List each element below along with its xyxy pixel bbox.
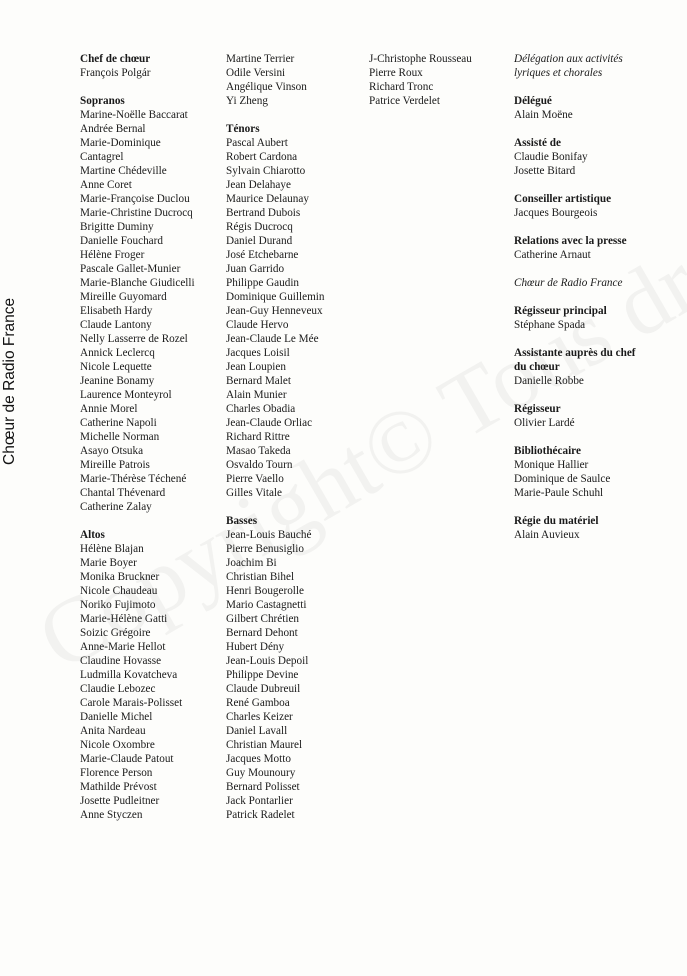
column-3 bbox=[369, 52, 509, 108]
member-name: Pierre Roux bbox=[369, 67, 423, 79]
member-name: Jean-Guy Henneveux bbox=[226, 305, 323, 317]
member-name: Mathilde Prévost bbox=[80, 781, 157, 793]
member-name: Martine Terrier bbox=[226, 53, 295, 65]
column-2 bbox=[226, 52, 366, 822]
column-4 bbox=[514, 52, 684, 542]
member-name: Claudie Lebozec bbox=[80, 683, 156, 695]
member-name: Charles Obadia bbox=[226, 403, 296, 415]
member-name: Patrick Radelet bbox=[226, 809, 295, 821]
member-name: Charles Keizer bbox=[226, 711, 293, 723]
member-name: Cantagrel bbox=[80, 151, 124, 163]
member-name: Marie-Françoise Duclou bbox=[80, 193, 190, 205]
member-name: Pierre Benusiglio bbox=[226, 543, 304, 555]
relations-name: Catherine Arnaut bbox=[514, 249, 591, 261]
member-name: Gilbert Chrétien bbox=[226, 613, 300, 625]
member-name: Odile Versini bbox=[226, 67, 286, 79]
member-name: Maurice Delaunay bbox=[226, 193, 309, 205]
member-name: Bertrand Dubois bbox=[226, 207, 301, 219]
member-name: Annie Morel bbox=[80, 403, 138, 415]
member-name: Elisabeth Hardy bbox=[80, 305, 153, 317]
member-name: Laurence Monteyrol bbox=[80, 389, 172, 401]
chef-heading: Chef de chœur bbox=[80, 53, 151, 65]
member-name: Jean Delahaye bbox=[226, 179, 291, 191]
member-name: Philippe Devine bbox=[226, 669, 299, 681]
sopranos-heading: Sopranos bbox=[80, 95, 125, 107]
member-name: Claude Lantony bbox=[80, 319, 152, 331]
member-name: Jean-Claude Orliac bbox=[226, 417, 313, 429]
member-name: Chantal Thévenard bbox=[80, 487, 166, 499]
basses-heading: Basses bbox=[226, 515, 258, 527]
member-name: Josette Pudleitner bbox=[80, 795, 160, 807]
regisseur-principal-name: Stéphane Spada bbox=[514, 319, 586, 331]
member-name: Gilles Vitale bbox=[226, 487, 282, 499]
member-name: Angélique Vinson bbox=[226, 81, 307, 93]
regisseur-principal-heading: Régisseur principal bbox=[514, 305, 607, 317]
member-name: Annick Leclercq bbox=[80, 347, 155, 359]
continued-basses-list bbox=[369, 52, 509, 108]
member-name: Hélène Blajan bbox=[80, 543, 144, 555]
member-name: Noriko Fujimoto bbox=[80, 599, 156, 611]
bibliothecaire-name: Monique Hallier bbox=[514, 459, 589, 471]
member-name: Marie-Hélène Gatti bbox=[80, 613, 168, 625]
member-name: René Gamboa bbox=[226, 697, 290, 709]
member-name: Juan Garrido bbox=[226, 263, 285, 275]
member-name: José Etchebarne bbox=[226, 249, 299, 261]
member-name: Nicole Chaudeau bbox=[80, 585, 158, 597]
member-name: Andrée Bernal bbox=[80, 123, 146, 135]
basses-list bbox=[226, 528, 366, 822]
column-1 bbox=[80, 52, 225, 822]
member-name: Osvaldo Tourn bbox=[226, 459, 293, 471]
member-name: Patrice Verdelet bbox=[369, 95, 440, 107]
member-name: Mireille Guyomard bbox=[80, 291, 167, 303]
conseiller-heading: Conseiller artistique bbox=[514, 193, 612, 205]
member-name: Nicole Oxombre bbox=[80, 739, 155, 751]
member-name: Jean-Claude Le Mée bbox=[226, 333, 319, 345]
member-name: Carole Marais-Polisset bbox=[80, 697, 183, 709]
member-name: Daniel Durand bbox=[226, 235, 293, 247]
member-name: Marie-Blanche Giudicelli bbox=[80, 277, 195, 289]
delegue-heading: Délégué bbox=[514, 95, 552, 107]
bibliothecaire-name: Dominique de Saulce bbox=[514, 473, 611, 485]
assistante-heading-line1: Assistante auprès du chef bbox=[514, 347, 636, 359]
member-name: Marine-Noëlle Baccarat bbox=[80, 109, 188, 121]
member-name: Henri Bougerolle bbox=[226, 585, 304, 597]
member-name: Marie-Claude Patout bbox=[80, 753, 174, 765]
member-name: Pascal Aubert bbox=[226, 137, 288, 149]
member-name: Jacques Motto bbox=[226, 753, 291, 765]
member-name: Anne-Marie Hellot bbox=[80, 641, 166, 653]
member-name: Régis Ducrocq bbox=[226, 221, 293, 233]
tenors-list bbox=[226, 136, 366, 500]
member-name: Michelle Norman bbox=[80, 431, 160, 443]
member-name: Jacques Loisil bbox=[226, 347, 290, 359]
member-name: Hubert Dény bbox=[226, 641, 285, 653]
member-name: Asayo Otsuka bbox=[80, 445, 144, 457]
member-name: Jack Pontarlier bbox=[226, 795, 293, 807]
continued-names-list bbox=[226, 52, 366, 108]
member-name: Robert Cardona bbox=[226, 151, 298, 163]
member-name: Christian Maurel bbox=[226, 739, 303, 751]
member-name: Marie-Christine Ducrocq bbox=[80, 207, 193, 219]
member-name: Brigitte Duminy bbox=[80, 221, 154, 233]
member-name: Danielle Fouchard bbox=[80, 235, 163, 247]
member-name: Jean-Louis Bauché bbox=[226, 529, 312, 541]
chef-name: François Polgár bbox=[80, 67, 151, 79]
member-name: Anita Nardeau bbox=[80, 725, 146, 737]
member-name: Mario Castagnetti bbox=[226, 599, 307, 611]
member-name: Bernard Dehont bbox=[226, 627, 298, 639]
bibliothecaire-heading: Bibliothécaire bbox=[514, 445, 581, 457]
member-name: Pierre Vaello bbox=[226, 473, 284, 485]
member-name: Claude Hervo bbox=[226, 319, 289, 331]
altos-heading: Altos bbox=[80, 529, 105, 541]
member-name: Marie-Dominique bbox=[80, 137, 161, 149]
altos-list bbox=[80, 542, 225, 822]
conseiller-name: Jacques Bourgeois bbox=[514, 207, 598, 219]
member-name: Marie-Thérèse Téchené bbox=[80, 473, 187, 485]
member-name: Jeanine Bonamy bbox=[80, 375, 155, 387]
assiste-heading: Assisté de bbox=[514, 137, 561, 149]
member-name: Pascale Gallet-Munier bbox=[80, 263, 181, 275]
choeur-title: Chœur de Radio France bbox=[514, 277, 623, 289]
member-name: Monika Bruckner bbox=[80, 571, 160, 583]
member-name: Anne Coret bbox=[80, 179, 132, 191]
assistante-heading-line2: du chœur bbox=[514, 361, 560, 373]
relations-heading: Relations avec la presse bbox=[514, 235, 627, 247]
member-name: Mireille Patrois bbox=[80, 459, 150, 471]
delegation-title-line1: Délégation aux activités bbox=[514, 53, 623, 65]
regie-heading: Régie du matériel bbox=[514, 515, 599, 527]
member-name: Jean-Louis Depoil bbox=[226, 655, 309, 667]
member-name: Florence Person bbox=[80, 767, 153, 779]
member-name: J-Christophe Rousseau bbox=[369, 53, 472, 65]
member-name: Ludmilla Kovatcheva bbox=[80, 669, 178, 681]
assiste-name: Claudie Bonifay bbox=[514, 151, 588, 163]
member-name: Richard Rittre bbox=[226, 431, 290, 443]
tenors-heading: Ténors bbox=[226, 123, 260, 135]
member-name: Martine Chédeville bbox=[80, 165, 167, 177]
side-title: Chœur de Radio France bbox=[1, 297, 18, 465]
member-name: Bernard Polisset bbox=[226, 781, 300, 793]
member-name: Nicole Lequette bbox=[80, 361, 152, 373]
member-name: Richard Tronc bbox=[369, 81, 434, 93]
member-name: Claude Dubreuil bbox=[226, 683, 301, 695]
member-name: Soizic Grégoire bbox=[80, 627, 151, 639]
member-name: Catherine Napoli bbox=[80, 417, 157, 429]
member-name: Masao Takeda bbox=[226, 445, 291, 457]
regisseur-name: Olivier Lardé bbox=[514, 417, 575, 429]
member-name: Catherine Zalay bbox=[80, 501, 152, 513]
member-name: Hélène Froger bbox=[80, 249, 145, 261]
member-name: Alain Munier bbox=[226, 389, 287, 401]
member-name: Dominique Guillemin bbox=[226, 291, 325, 303]
member-name: Bernard Malet bbox=[226, 375, 291, 387]
member-name: Sylvain Chiarotto bbox=[226, 165, 306, 177]
member-name: Guy Mounoury bbox=[226, 767, 296, 779]
member-name: Philippe Gaudin bbox=[226, 277, 300, 289]
member-name: Anne Styczen bbox=[80, 809, 143, 821]
delegation-title-line2: lyriques et chorales bbox=[514, 67, 603, 79]
assiste-name: Josette Bitard bbox=[514, 165, 576, 177]
member-name: Claudine Hovasse bbox=[80, 655, 162, 667]
member-name: Marie Boyer bbox=[80, 557, 137, 569]
regisseur-heading: Régisseur bbox=[514, 403, 561, 415]
member-name: Christian Bihel bbox=[226, 571, 295, 583]
regie-name: Alain Auvieux bbox=[514, 529, 580, 541]
member-name: Nelly Lasserre de Rozel bbox=[80, 333, 188, 345]
delegue-name: Alain Moëne bbox=[514, 109, 573, 121]
assistante-name: Danielle Robbe bbox=[514, 375, 584, 387]
member-name: Daniel Lavall bbox=[226, 725, 288, 737]
member-name: Yi Zheng bbox=[226, 95, 268, 107]
member-name: Danielle Michel bbox=[80, 711, 153, 723]
sopranos-list bbox=[80, 108, 225, 514]
bibliothecaire-name: Marie-Paule Schuhl bbox=[514, 487, 604, 499]
member-name: Joachim Bi bbox=[226, 557, 277, 569]
member-name: Jean Loupien bbox=[226, 361, 286, 373]
